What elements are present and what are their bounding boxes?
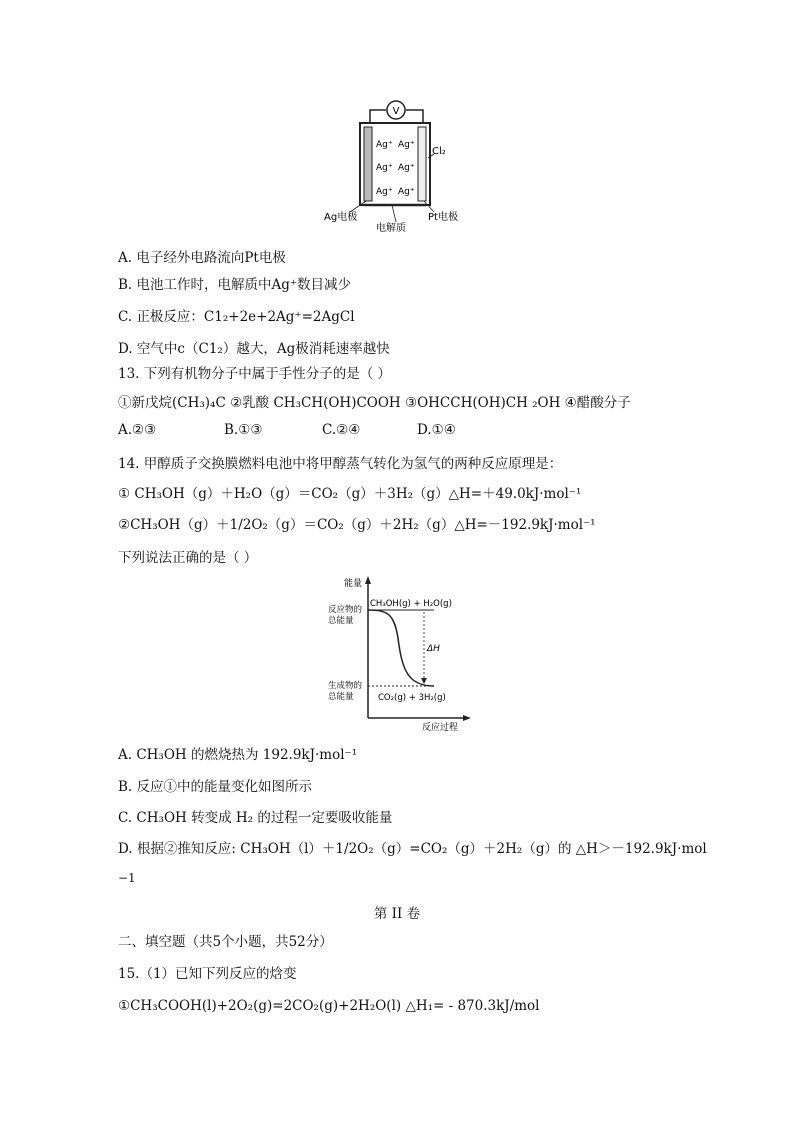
product-label: 总能量 — [328, 692, 354, 702]
q14-option-c: C. CH₃OH 转变成 H₂ 的过程一定要吸收能量 — [118, 810, 393, 826]
pt-electrode — [418, 127, 426, 201]
ion-label: Ag⁺ — [398, 187, 415, 197]
q13-choice-c: C.②④ — [322, 422, 361, 438]
q13-items: ①新戊烷(CH₃)₄C ②乳酸 CH₃CH(OH)COOH ③OHCCH(OH)CH ₂OH ④醋酸分子 — [118, 395, 631, 411]
q14-stem: 14. 甲醇质子交换膜燃料电池中将甲醇蒸气转化为氢气的两种反应原理是： — [118, 456, 563, 472]
q14-reaction-1: ① CH₃OH（g）＋H₂O（g）＝CO₂（g）＋3H₂（g）△H=＋49.0kJ·mol⁻¹ — [118, 486, 582, 502]
ion-label: Ag⁺ — [376, 163, 393, 173]
ion-label: Ag⁺ — [376, 187, 393, 197]
q14-option-b: B. 反应①中的能量变化如图所示 — [118, 779, 313, 795]
q14-ask: 下列说法正确的是（ ） — [118, 550, 258, 566]
ion-label: Ag⁺ — [398, 163, 415, 173]
volume-title: 第 II 卷 — [373, 906, 421, 922]
q14-reaction-2: ②CH₃OH（g）＋1/2O₂（g）＝CO₂（g）＋2H₂（g）△H=－192.9kJ·mol⁻¹ — [118, 517, 596, 533]
voltmeter-label: V — [392, 106, 400, 117]
ag-electrode-label: Ag电极 — [324, 212, 358, 223]
y-axis-label: 能量 — [344, 579, 363, 589]
section-heading: 二、填空题（共5个小题，共52分） — [118, 934, 333, 950]
q14-option-a: A. CH₃OH 的燃烧热为 192.9kJ·mol⁻¹ — [118, 747, 358, 763]
q12-option-a: A. 电子经外电路流向Pt电极 — [118, 250, 286, 266]
q13-choice-b: B.①③ — [224, 422, 263, 438]
ag-electrode — [364, 127, 372, 201]
product-label: 生成物的 — [328, 681, 363, 691]
pt-electrode-label: Pt电极 — [428, 212, 458, 223]
reactant-formula: CH₃OH(g) + H₂O(g) — [370, 599, 452, 609]
ion-label: Ag⁺ — [398, 140, 415, 150]
q12-option-c: C. 正极反应：C1₂+2e+2Ag⁺=2AgCl — [118, 309, 355, 325]
q14-option-d-unit: −1 — [118, 871, 136, 885]
electrolyte-label: 电解质 — [376, 223, 406, 234]
q12-option-b: B. 电池工作时，电解质中Ag⁺数目减少 — [118, 277, 352, 293]
cell-diagram — [320, 98, 470, 238]
reactant-label: 反应物的 — [328, 605, 363, 615]
q13-choice-a: A.②③ — [118, 422, 157, 438]
q15-reaction-1: ①CH₃COOH(l)+2O₂(g)=2CO₂(g)+2H₂O(l) △H₁= - 870.3kJ/mol — [118, 998, 540, 1014]
q15-intro: 15.（1）已知下列反应的焓变 — [118, 966, 297, 982]
cl2-label: Cl₂ — [432, 146, 446, 157]
ion-label: Ag⁺ — [376, 140, 393, 150]
x-axis-label: 反应过程 — [422, 723, 459, 733]
q13-stem: 13. 下列有机物分子中属于手性分子的是（ ） — [118, 366, 392, 382]
delta-h-label: ΔH — [427, 644, 440, 654]
q12-option-d: D. 空气中c（C1₂）越大，Ag极消耗速率越快 — [118, 341, 390, 357]
q13-choice-d: D.①④ — [417, 422, 456, 438]
reactant-label: 总能量 — [328, 616, 354, 626]
product-formula: CO₂(g) + 3H₂(g) — [378, 693, 446, 703]
energy-diagram — [326, 574, 476, 734]
q14-option-d: D. 根据②推知反应: CH₃OH（l）＋1/2O₂（g）=CO₂（g）＋2H₂（g）的 △H＞－192.9kJ·mol — [118, 841, 707, 857]
